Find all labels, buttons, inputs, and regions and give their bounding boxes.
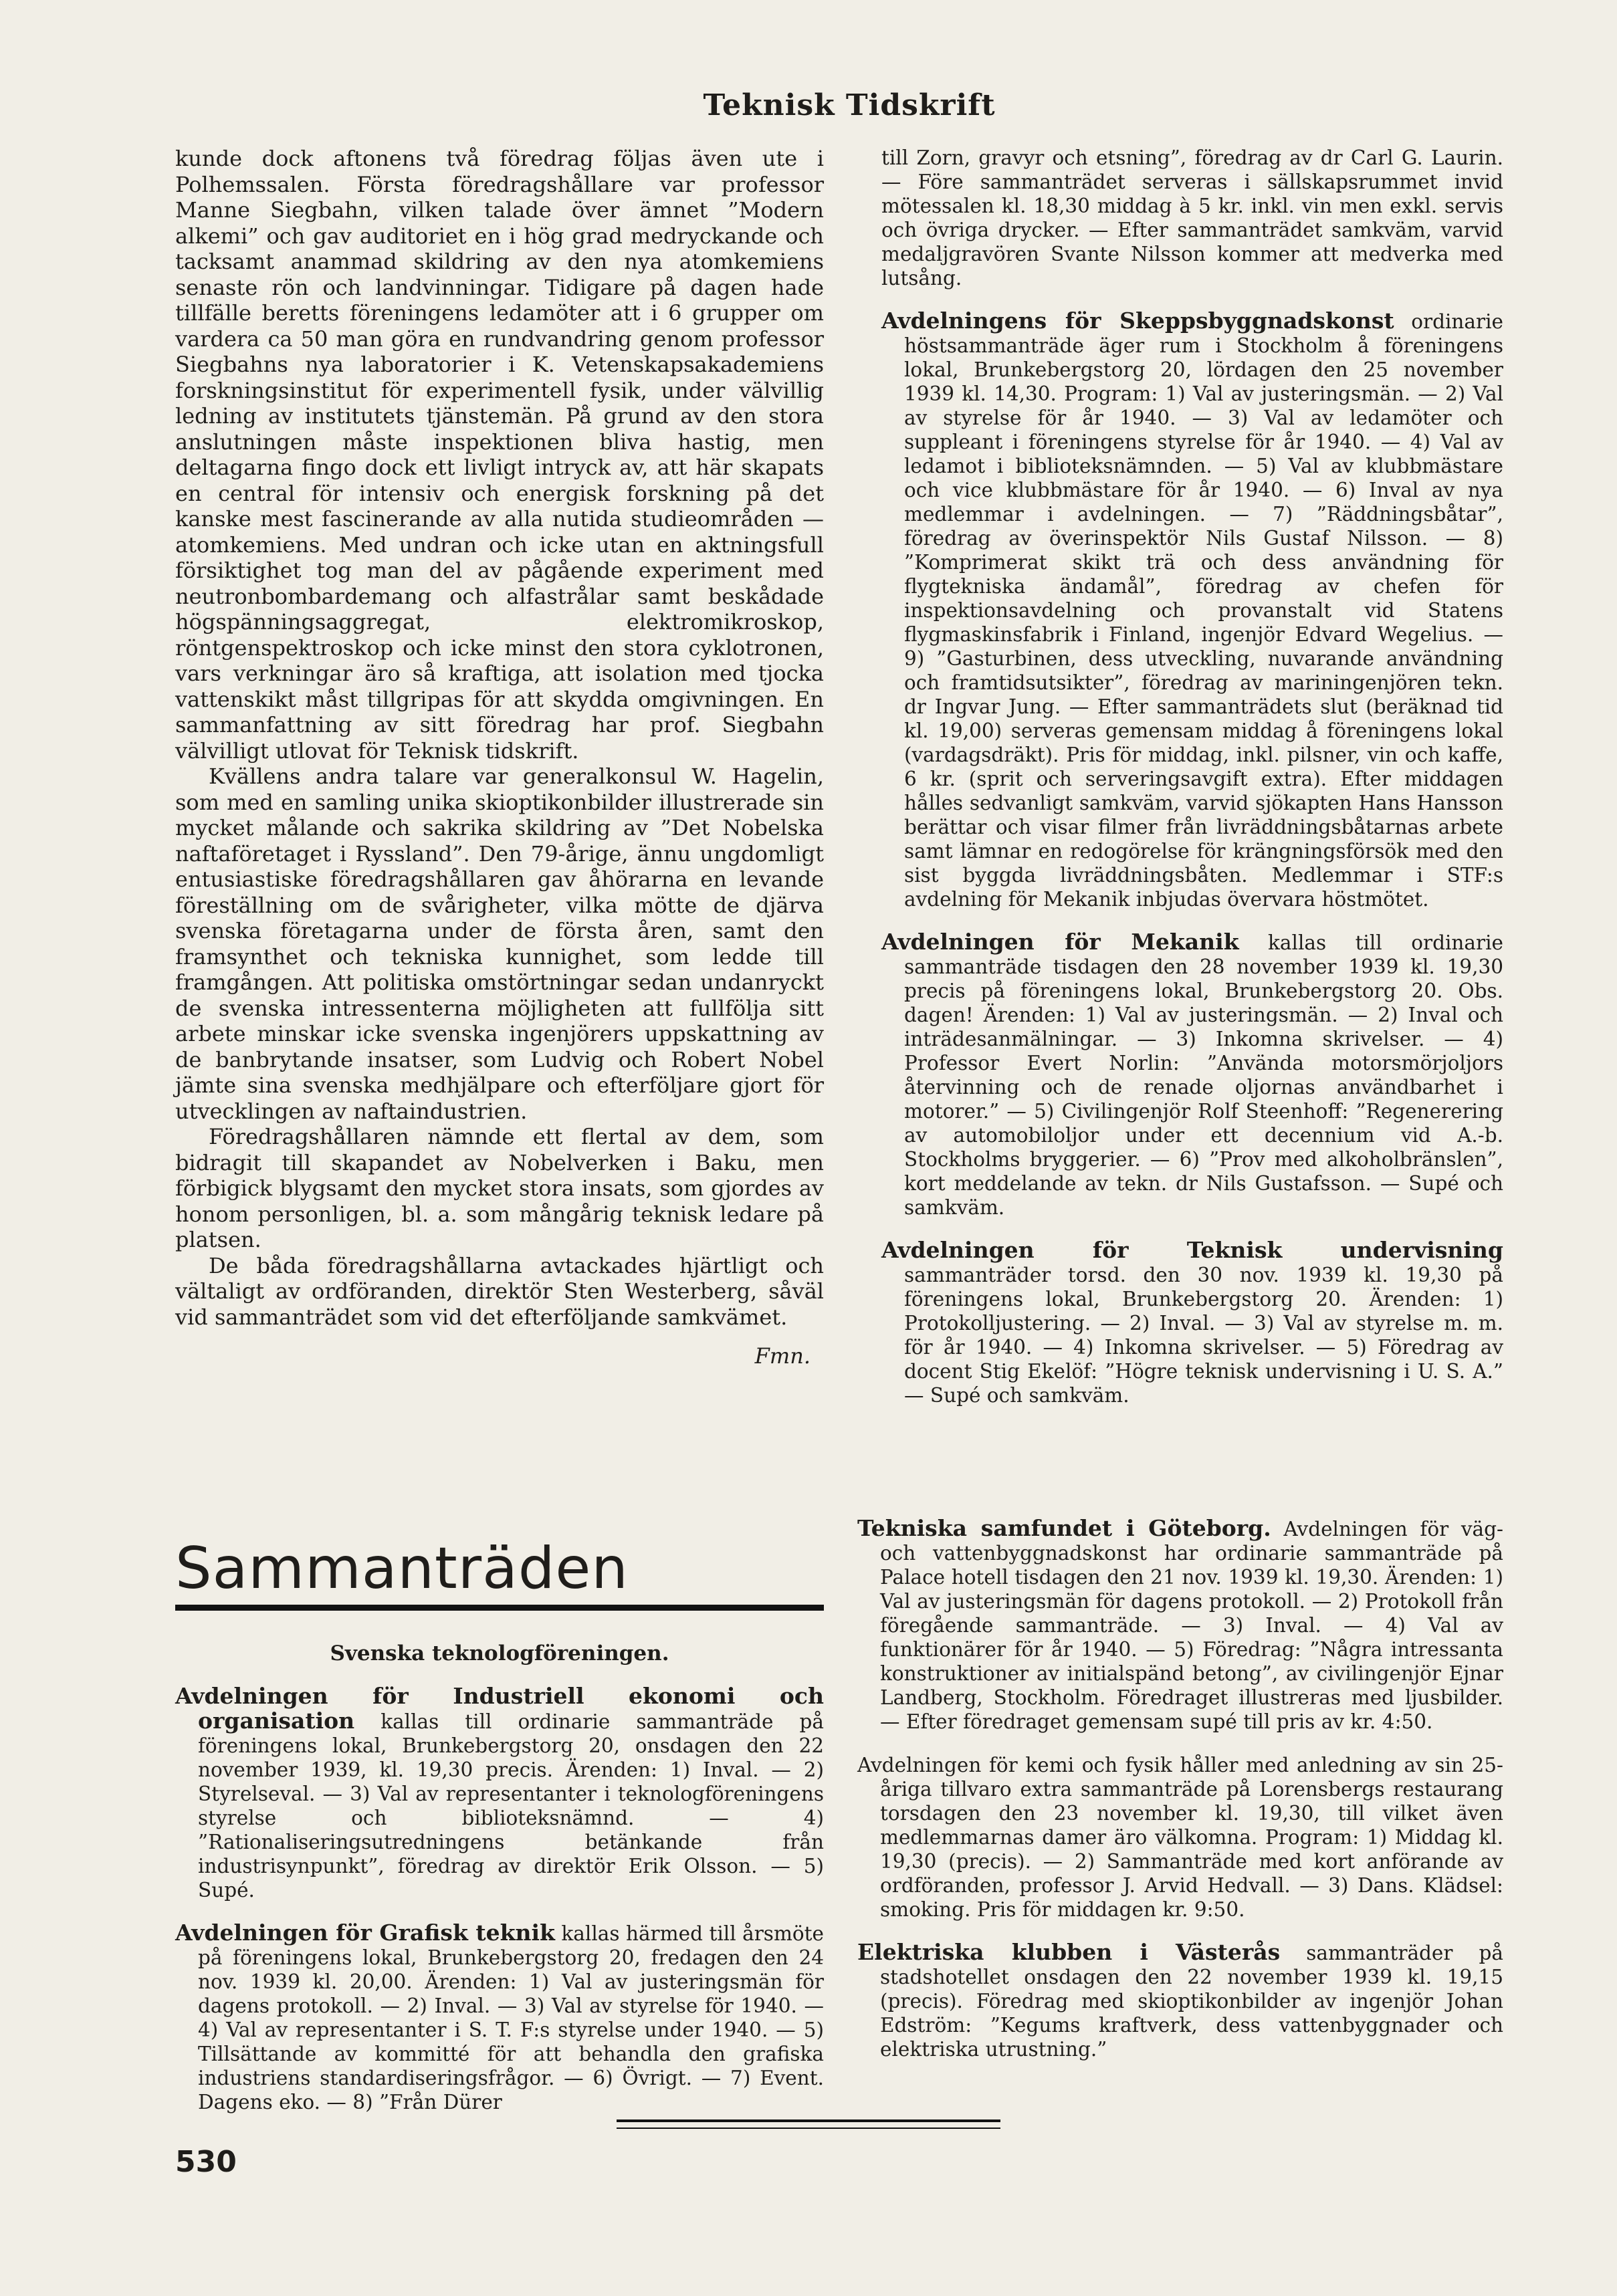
meeting-text: kallas till ordinarie sammanträde tisdagen den 28 november 1939 kl. 19,30 precis på föreningens lokal, Brunkebergstorg 20. Obs. dagen! Ärenden: 1) Val av justeringsmän. — 2) Inval och inträdesanmälningar. — 3) Inkomna skrivelser. — 4) Professor Evert Norlin: ”Använda motorsmörjoljors återvinning och de renade oljornas användbarhet i motorer.” — 5) Civilingenjör Rolf Steenhoff: ”Regenerering av automobiloljor under ett decennium vid A.-b. Stockholms bryggerier. — 6) ”Prov med alkoholbränslen”, kort meddelande av tekn. dr Nils Gustafsson. — Supé och samkväm. xyxy=(904,931,1503,1219)
meeting-heading: Avdelningen för Grafisk teknik xyxy=(175,1920,555,1946)
footer-rule xyxy=(617,2119,1000,2122)
journal-title: Teknisk Tidskrift xyxy=(703,88,996,122)
article-signature: Fmn. xyxy=(754,1343,811,1369)
meeting-text: kallas härmed till årsmöte på föreningens lokal, Brunkebergstorg 20, fredagen den 24 nov. 1939 kl. 20,00. Ärenden: 1) Val av justeringsmän för dagens protokoll. — 2) Inval. — 3) Val av styrelse för 1940. — 4) Val av representanter i S. T. F:s styrelse under 1940. — 5) Tillsättande av kommitté för att behandla den grafiska industriens standardiseringsfrågor. — 6) Övrigt. — 7) Event. Dagens eko. — 8) ”Från Dürer xyxy=(198,1922,824,2113)
article-paragraph: De båda föredragshållarna avtackades hjärtligt och vältaligt av ordföranden, direktör Sten Westerberg, såväl vid sammanträdet som vid det efterföljande samkvämet. xyxy=(175,1252,824,1330)
headline-rule xyxy=(175,1605,824,1611)
meeting-heading: Avdelningen för Mekanik xyxy=(881,929,1239,955)
meeting-text: Avdelningen för kemi och fysik håller med anledning av sin 25-åriga tillvaro extra sammanträde på Lorensbergs restaurang torsdagen den 23 november kl. 19,30, till vilket även medlemmarnas damer äro välkomna. Program: 1) Middag kl. 19,30 (precis). — 2) Sammanträde med kort anförande av ordföranden, professor J. Arvid Hedvall. — 3) Dans. Klädsel: smoking. Pris för middagen kr. 9:50. xyxy=(857,1754,1503,1921)
meeting-notice xyxy=(857,1940,1503,2061)
meeting-text: sammanträder torsd. den 30 nov. 1939 kl. 19,30 på föreningens lokal, Brunkebergstorg 20. Ärenden: 1) Protokolljustering. — 2) Inval. — 3) Val av styrelse m. m. för år 1940. — 4) Inkomna skrivelser. — 5) Föredrag av docent Stig Ekelöf: ”Högre teknisk undervisning i U. S. A.” — Supé och samkväm. xyxy=(904,1264,1503,1407)
section-headline: Sammanträden xyxy=(175,1535,629,1602)
article-paragraph: kunde dock aftonens två föredrag följas även ute i Polhemssalen. Första föredragshållare var professor Manne Siegbahn, vilken talade över ämnet ”Modern alkemi” och gav auditoriet en i hög grad medryckande och tacksamt anammad skildring av den nya atomkemiens senaste rön och landvinningar. Tidigare på dagen hade tillfälle beretts föreningens ledamöter att i 6 grupper om vardera ca 50 man göra en rundvandring genom professor Siegbahns nya laboratorier i K. Vetenskapsakademiens forskningsinstitut för experimentell fysik, under välvillig ledning av institutets tjänstemän. På grund av den stora anslutningen måste inspektionen bliva hastig, men deltagarna fingo dock ett livligt intryck av, att här skapats en central för intensiv och energisk forskning på det kanske mest fascinerande av alla nutida studieområden — atomkemiens. Med undran och icke utan en aktningsfull försiktighet tog man del av pågående experiment med neutronbombardemang och alfastrålar samt beskådade högspänningsaggregat, elektromikroskop, röntgenspektroskop och icke minst den stora cyklotronen, vars verkningar äro så kraftiga, att isolation med tjocka vattenskikt måst tillgripas för att skydda omgivningen. En sammanfattning av sitt föredrag har prof. Siegbahn välvilligt utlovat för Teknisk tidskrift. xyxy=(175,146,824,764)
meeting-heading: Tekniska samfundet i Göteborg. xyxy=(857,1515,1271,1541)
meeting-text: Avdelningen för väg- och vattenbyggnadskonst har ordinarie sammanträde på Palace hotell tisdagen den 21 nov. 1939 kl. 19,30. Ärenden: 1) Val av justeringsmän för dagens protokoll. — 2) Protokoll från föregående sammanträde. — 3) Inval. — 4) Val av funktionärer för år 1940. — 5) Föredrag: ”Några intressanta konstruktioner av initialspänd betong”, av civilingenjör Ejnar Landberg, Stockholm. Föredraget illustreras med ljusbilder. — Efter föredraget gemensam supé till pris av kr. 4:50. xyxy=(880,1518,1503,1733)
sammantraden-column xyxy=(175,1641,824,2114)
meeting-notice xyxy=(857,1516,1503,1734)
meeting-text: kallas till ordinarie sammanträde på föreningens lokal, Brunkebergstorg 20, onsdagen den 22 november 1939, kl. 19,30 precis. Ärenden: 1) Inval. — 2) Styrelseval. — 3) Val av representanter i teknologföreningens styrelse och biblioteksnämnd. — 4) ”Rationaliseringsutredningens betänkande från industrisynpunkt”, föredrag av direktör Erik Olsson. — 5) Supé. xyxy=(198,1710,824,1902)
meeting-notice xyxy=(881,1238,1503,1407)
meeting-notice xyxy=(175,1684,824,1902)
meeting-heading: Elektriska klubben i Västerås xyxy=(857,1939,1281,1965)
article-paragraph: Kvällens andra talare var generalkonsul W. Hagelin, som med en samling unika skioptikonbilder illustrerade sin mycket målande och sakrika skildring av ”Det Nobelska naftaföretaget i Ryssland”. Den 79-årige, ännu ungdomligt entusiastiske föredragshållaren gav åhörarna en levande föreställning om de svårigheter, vilka mötte de djärva svenska företagarna under de första åren, samt den framsynthet och tekniska kunnighet, som ledde till framgången. Att politiska omstörtningar sedan undanryckt de svenska intressenterna möjligheten att fullfölja sitt arbete minskar icke svenska ingenjörers uppskattning av de banbrytande insatser, som Ludvig och Robert Nobel jämte sina svenska medhjälpare och efterföljare gjort för utvecklingen av naftaindustrien. xyxy=(175,764,824,1124)
meeting-notice xyxy=(175,1921,824,2114)
meeting-notice xyxy=(857,1752,1503,1922)
gothenburg-column xyxy=(857,1516,1503,2061)
meeting-heading: Avdelningen för Teknisk undervisning xyxy=(881,1237,1503,1263)
article-paragraph: Föredragshållaren nämnde ett flertal av dem, som bidragit till skapandet av Nobelverken i Baku, men förbigick blygsamt den mycket stora insats, som gjordes av honom personligen, bl. a. som mångårig teknisk ledare på platsen. xyxy=(175,1124,824,1252)
meeting-text: ordinarie höstsammanträde äger rum i Stockholm å föreningens lokal, Brunkebergstorg 20, lördagen den 25 november 1939 kl. 14,30. Program: 1) Val av justeringsmän. — 2) Val av styrelse för år 1940. — 3) Val av ledamöter och suppleant i föreningens styrelse för år 1940. — 4) Val av ledamot i biblioteksnämnden. — 5) Val av klubbmästare och vice klubbmästare för år 1940. — 6) Inval av nya medlemmar i avdelningen. — 7) ”Räddningsbåtar”, föredrag av överinspektör Nils Gustaf Nilsson. — 8) ”Komprimerat skikt trä och dess användning för flygtekniska ändamål”, föredrag av chefen för inspektionsavdelning och provanstalt vid Statens flygmaskinsfabrik i Finland, ingenjör Edvard Wegelius. — 9) ”Gasturbinen, dess utveckling, nuvarande användning och framtidsutsikter”, föredrag av mariningenjören tekn. dr Ingvar Jung. — Efter sammanträdets slut (beräknad tid kl. 19,00) serveras gemensam middag å föreningens lokal (vardagsdräkt). Pris för middag, inkl. pilsner, vin och kaffe, 6 kr. (sprit och serveringsavgift extra). Efter middagen hålles sedvanligt samkväm, varvid sjökapten Hans Hansson berättar och visar filmer från livräddningsbåtarnas arbete samt lämnar en redogörelse för krängningsförsök med den sist byggda livräddningsbåten. Medlemmar i STF:s avdelning för Mekanik inbjudas övervara höstmötet. xyxy=(904,310,1503,911)
meeting-heading: Avdelningens för Skeppsbyggnadskonst xyxy=(881,308,1394,334)
meetings-continued xyxy=(881,146,1503,1407)
meeting-notice xyxy=(881,930,1503,1220)
society-subheading: Svenska teknologföreningen. xyxy=(330,1641,669,1666)
meeting-intro: till Zorn, gravyr och etsning”, föredrag av dr Carl G. Laurin. — Före sammanträdet serveras i sällskapsrummet invid mötessalen kl. 18,30 middag à 5 kr. inkl. vin men exkl. servis och övriga drycker. — Efter sammanträdet samkväm, varvid medaljgravören Svante Nilsson kommer att medverka med lutsång. xyxy=(881,146,1503,290)
meeting-heading: Avdelningen för Industriell ekonomi och organisation xyxy=(175,1683,824,1734)
meeting-notice xyxy=(881,309,1503,911)
footer-rule-thin xyxy=(617,2128,1000,2129)
page-number: 530 xyxy=(175,2145,237,2179)
meeting-text: sammanträder på stadshotellet onsdagen den 22 november 1939 kl. 19,15 (precis). Föredrag med skioptikonbilder av ingenjör Johan Edström: ”Kegums kraftverk, dess vattenbyggnader och elektriska utrustning.” xyxy=(880,1942,1503,2061)
article-continuation xyxy=(175,146,824,1369)
